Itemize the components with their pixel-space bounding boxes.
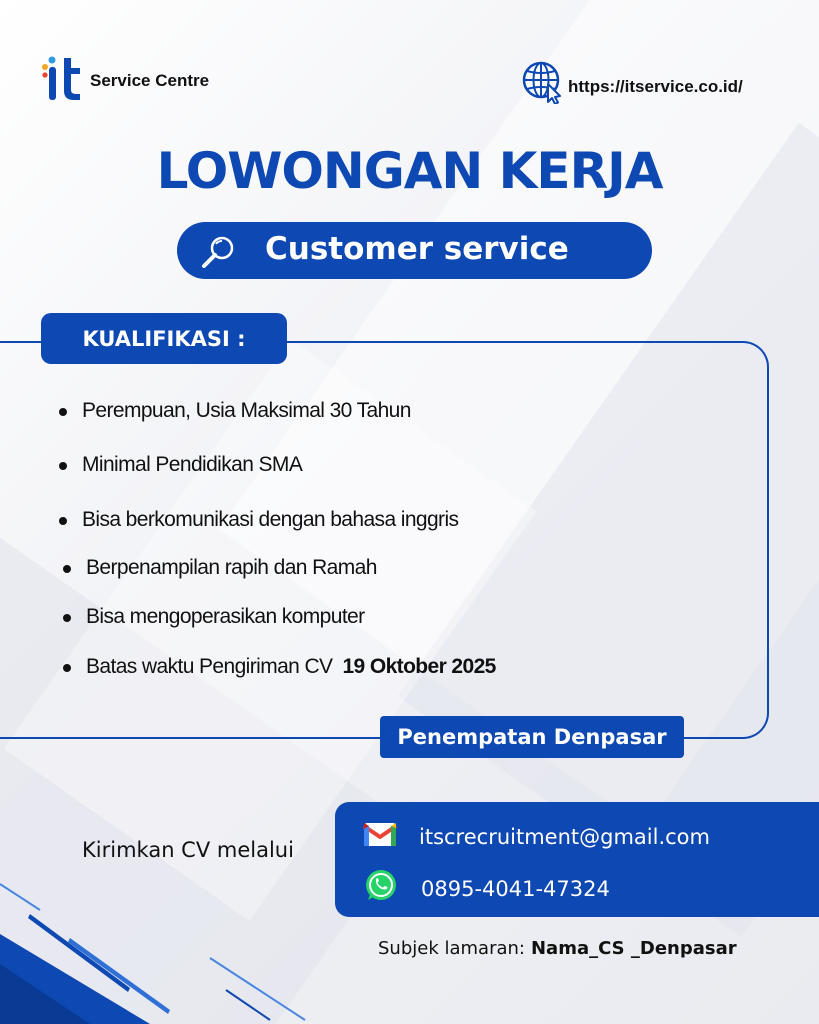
deadline-date: 19 Oktober 2025: [342, 655, 496, 678]
phone-row[interactable]: [363, 868, 610, 909]
deadline-label: Batas waktu Pengiriman CV: [86, 655, 333, 678]
email-address[interactable]: itscrecruitment@gmail.com: [419, 824, 710, 849]
list-item-deadline: [62, 652, 496, 682]
list-item: Minimal Pendidikan SMA: [58, 450, 492, 480]
placement-badge: Penempatan Denpasar: [380, 716, 684, 758]
gmail-icon: [363, 820, 397, 853]
send-cv-label: Kirimkan CV melalui: [82, 838, 294, 862]
subject-line: [378, 938, 737, 959]
page-title: LOWONGAN KERJA: [156, 142, 663, 200]
whatsapp-icon: [363, 868, 399, 909]
subject-value: Nama_CS _Denpasar: [530, 938, 737, 959]
website-link[interactable]: [522, 60, 743, 109]
subject-label: Subjek lamaran:: [378, 938, 525, 959]
search-icon: [199, 234, 239, 275]
list-item: Berpenampilan rapih dan Ramah: [62, 553, 496, 583]
globe-cursor-icon: [522, 60, 564, 109]
corner-decoration: [0, 870, 330, 1024]
contact-box: [335, 802, 819, 917]
phone-number[interactable]: 0895-4041-47324: [421, 876, 610, 901]
brand-logo: [40, 54, 209, 104]
list-item: Bisa berkomunikasi dengan bahasa inggris: [58, 505, 492, 535]
qualification-heading: KUALIFIKASI :: [41, 313, 287, 364]
position-title: Customer service: [265, 231, 569, 267]
website-url[interactable]: https://itservice.co.id/: [568, 76, 743, 96]
list-item: Bisa mengoperasikan komputer: [62, 602, 496, 632]
brand-name: Service Centre: [90, 71, 210, 90]
email-row[interactable]: [363, 820, 710, 853]
qualification-list: [58, 396, 496, 682]
list-item: Perempuan, Usia Maksimal 30 Tahun: [58, 396, 492, 426]
position-badge: [177, 222, 652, 279]
it-logo-icon: [40, 54, 88, 104]
